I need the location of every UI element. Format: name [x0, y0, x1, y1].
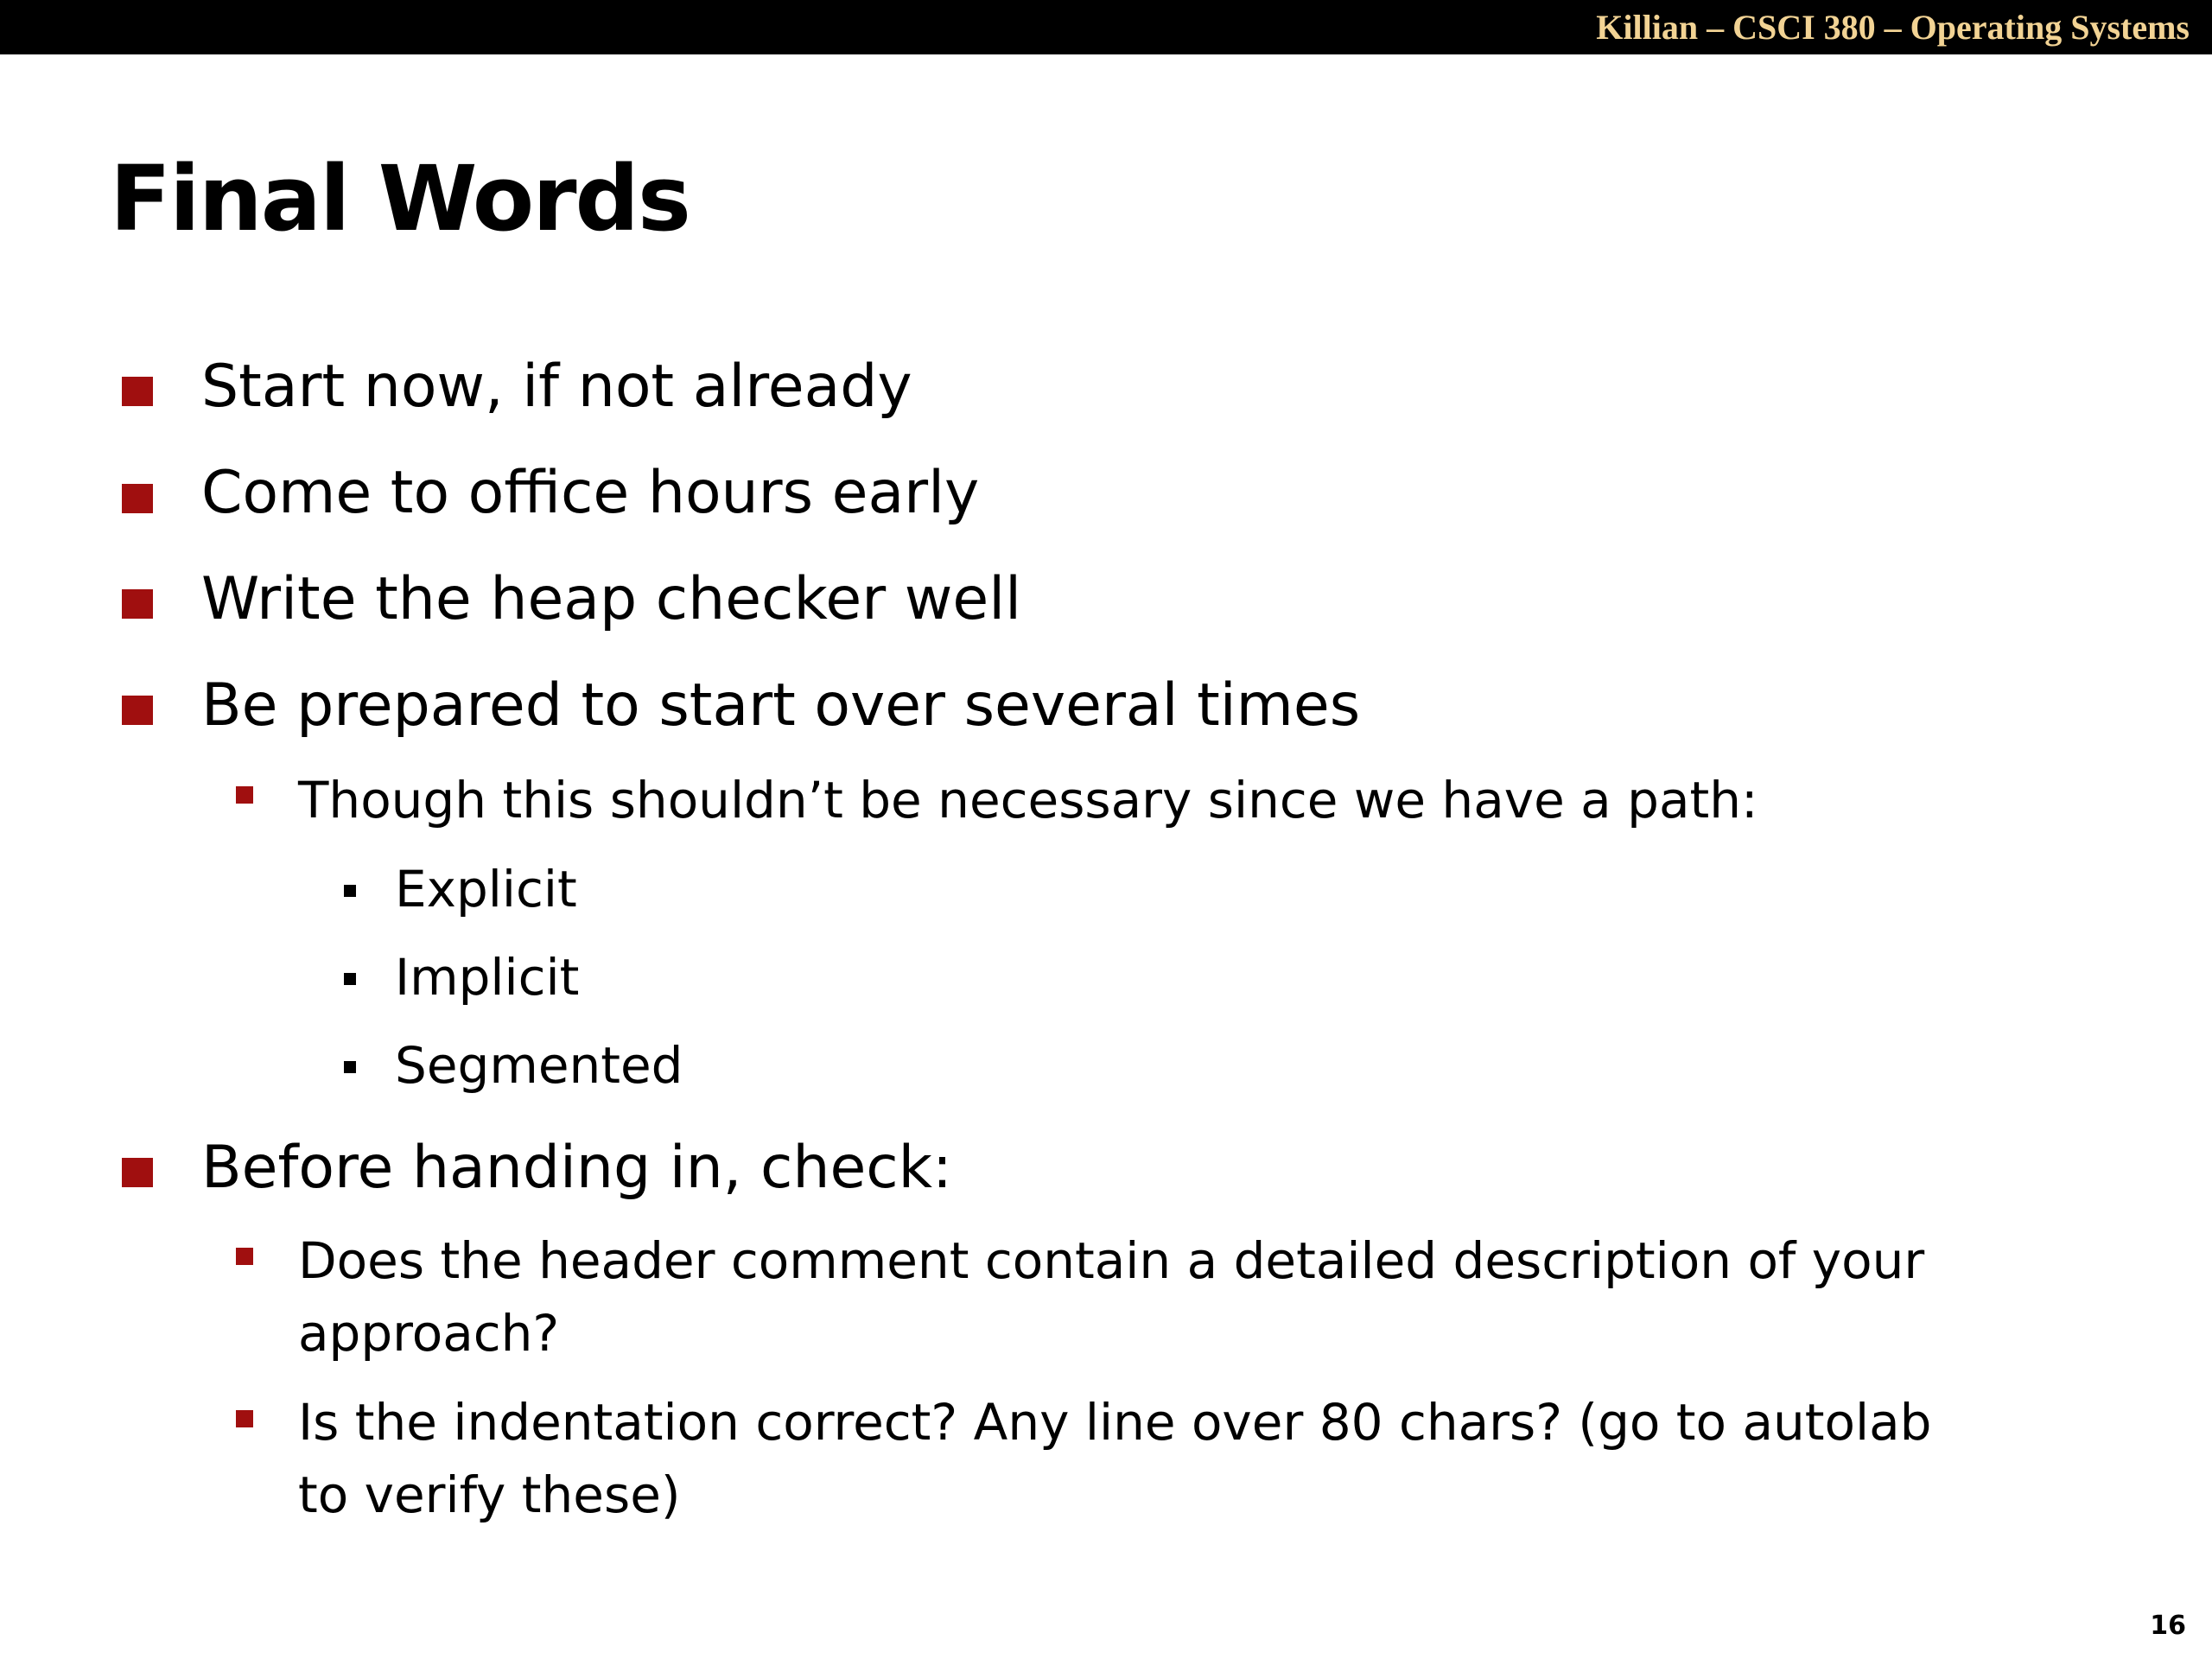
- sub-bullet-square-icon: [236, 786, 253, 804]
- sub-bullet-path: Though this shouldn’t be necessary since we have a path:: [298, 771, 1758, 830]
- bullet-heap-checker: Write the heap checker well: [201, 565, 1022, 633]
- sub-bullet-header-comment-cont: approach?: [298, 1304, 560, 1363]
- slide-title: Final Words: [110, 146, 690, 251]
- sub-bullet-square-icon: [236, 1410, 253, 1427]
- header-bar: [0, 0, 2212, 54]
- sub-bullet-square-icon: [236, 1248, 253, 1265]
- bullet-square-icon: [122, 377, 153, 406]
- sub-sub-bullet-icon: [344, 1061, 356, 1073]
- sub-sub-bullet-icon: [344, 973, 356, 985]
- bullet-square-icon: [122, 589, 153, 619]
- sub-bullet-indentation-cont: to verify these): [298, 1465, 681, 1524]
- sub-sub-bullet-icon: [344, 885, 356, 897]
- page-number: 16: [2150, 1611, 2186, 1641]
- sub-bullet-indentation: Is the indentation correct? Any line over 80 chars? (go to autolab: [298, 1393, 1932, 1452]
- sub-bullet-header-comment: Does the header comment contain a detailed description of your: [298, 1231, 1925, 1290]
- bullet-office-hours: Come to office hours early: [201, 459, 980, 527]
- bullet-square-icon: [122, 484, 153, 513]
- list-item-implicit: Implicit: [395, 948, 580, 1007]
- course-label: Killian – CSCI 380 – Operating Systems: [1596, 8, 2190, 47]
- bullet-start-over: Be prepared to start over several times: [201, 671, 1361, 740]
- list-item-segmented: Segmented: [395, 1036, 683, 1095]
- list-item-explicit: Explicit: [395, 860, 577, 918]
- bullet-before-handing-in: Before handing in, check:: [201, 1134, 952, 1202]
- bullet-square-icon: [122, 696, 153, 725]
- bullet-square-icon: [122, 1158, 153, 1187]
- bullet-start-now: Start now, if not already: [201, 353, 912, 421]
